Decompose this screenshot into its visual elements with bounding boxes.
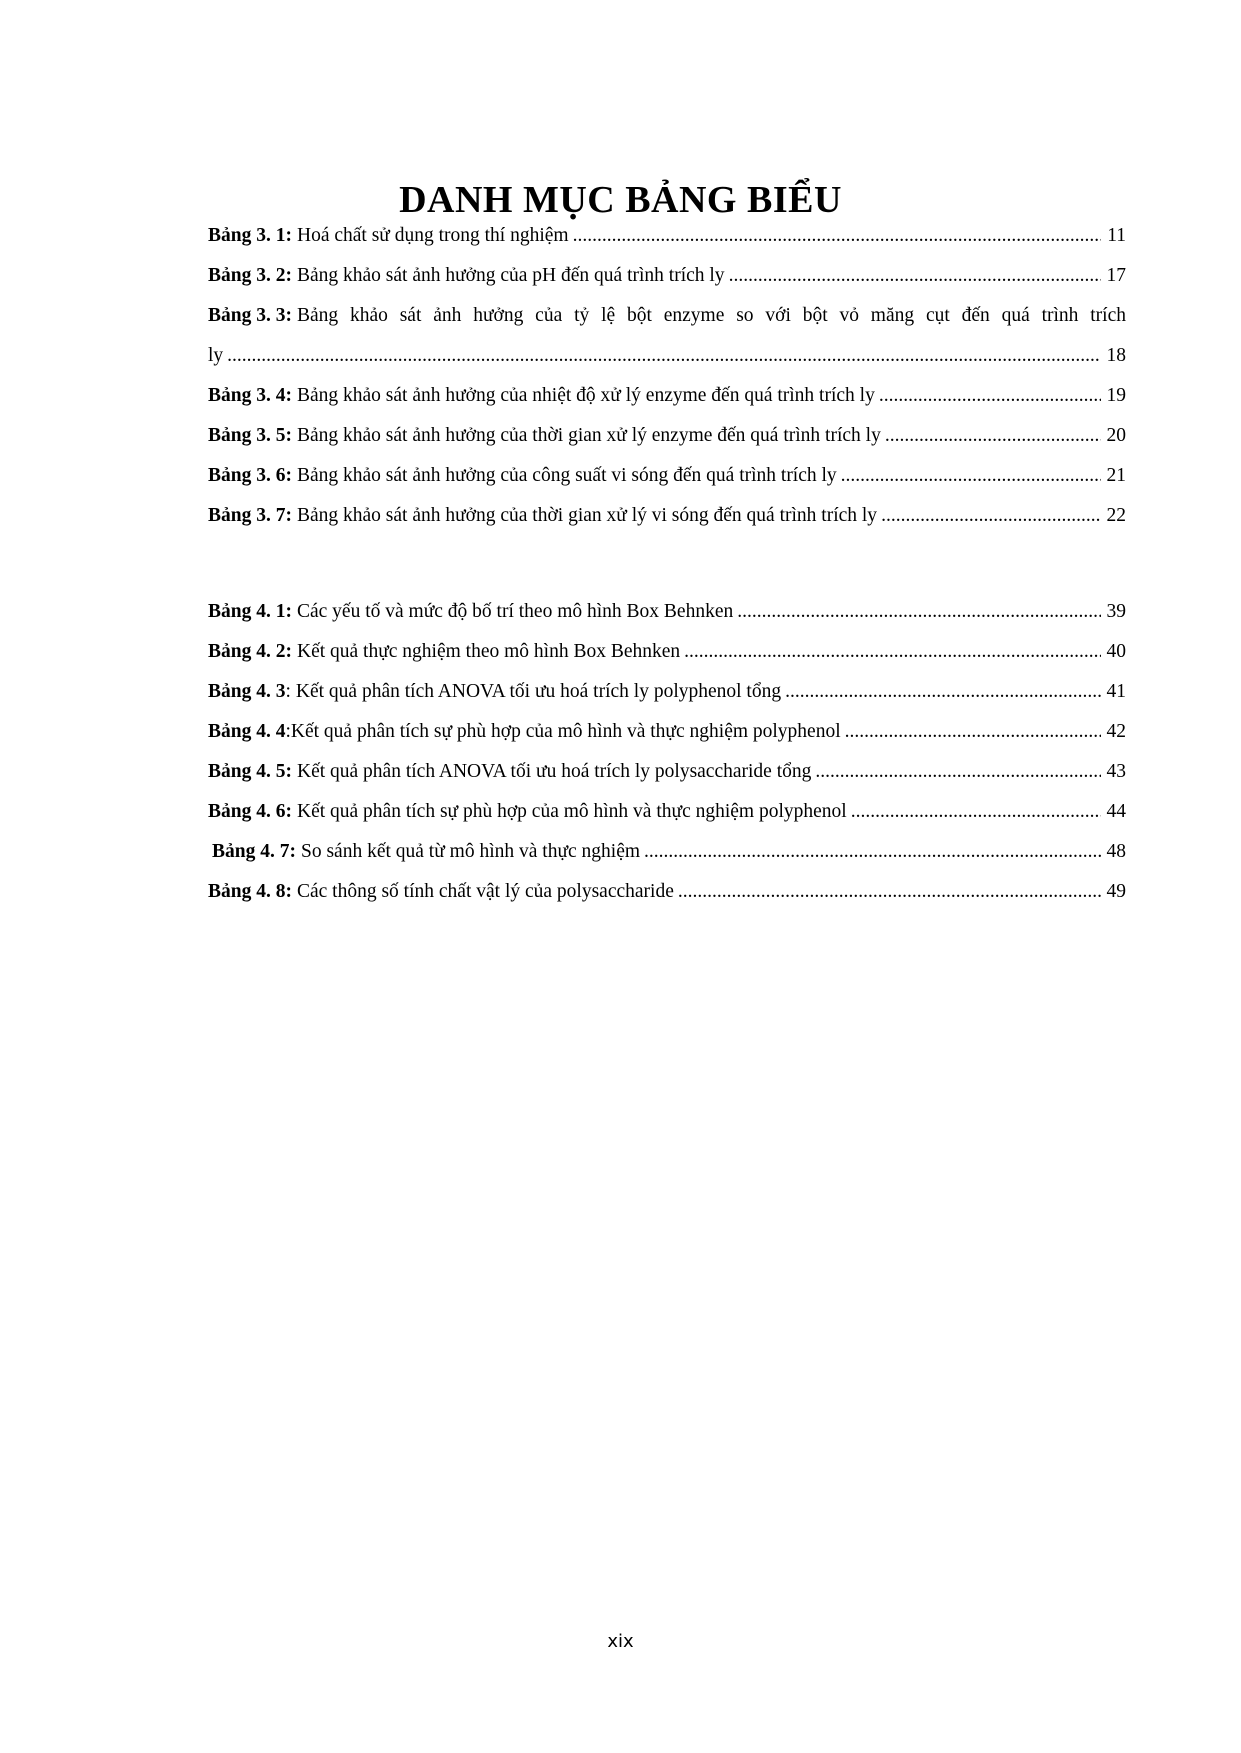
entry-label: Bảng 3. 6: [208,465,292,486]
entry-text: Bảng khảo sát ảnh hưởng của pH đến quá trình trích ly [296,265,725,286]
entry-page: 19 [1106,385,1126,406]
entry-page: 49 [1106,881,1126,902]
entry-label: Bảng 3. 7: [208,505,292,526]
toc-entry[interactable] [208,632,1126,672]
entry-text: Hoá chất sử dụng trong thí nghiệm [296,225,569,246]
entry-label: Bảng 4. 1: [208,601,292,622]
entry-page: 18 [1106,345,1126,366]
entry-label: Bảng 4. 3 [208,681,286,702]
table-list-chapter-4 [208,592,1126,912]
entry-label: Bảng 4. 8: [208,881,292,902]
toc-entry[interactable] [208,256,1126,296]
entry-text: Bảng khảo sát ảnh hưởng của nhiệt độ xử lý enzyme đến quá trình trích ly [296,385,875,406]
entry-page: 11 [1107,225,1126,246]
entry-page: 41 [1106,681,1126,702]
entry-text: Bảng khảo sát ảnh hưởng của tỷ lệ bột enzyme so với bột vỏ măng cụt đến quá trình trích [296,305,1126,326]
page-number: xix [607,1631,634,1652]
entry-label: Bảng 3. 4: [208,385,292,406]
toc-entry-multiline[interactable] [208,296,1126,376]
dot-leader [223,336,1100,376]
entry-text: Kết quả phân tích sự phù hợp của mô hình và thực nghiệm polyphenol [296,801,847,822]
dot-leader [875,376,1101,416]
entry-text: Kết quả phân tích ANOVA tối ưu hoá trích ly polysaccharide tổng [296,761,812,782]
dot-leader [674,872,1101,912]
entry-separator: : [285,721,291,742]
dot-leader [881,416,1101,456]
toc-entry[interactable] [208,752,1126,792]
entry-label: Bảng 3. 1: [208,225,292,246]
dot-leader [837,456,1101,496]
entry-text: So sánh kết quả từ mô hình và thực nghiệm [300,841,641,862]
toc-entry[interactable] [208,592,1126,632]
entry-page: 17 [1106,265,1126,286]
entry-label: Bảng 3. 2: [208,265,292,286]
dot-leader [847,792,1101,832]
dot-leader [811,752,1100,792]
entry-text: Kết quả phân tích sự phù hợp của mô hình và thực nghiệm polyphenol [290,721,841,742]
entry-text: Kết quả phân tích ANOVA tối ưu hoá trích ly polyphenol tổng [295,681,782,702]
entry-text: Bảng khảo sát ảnh hưởng của công suất vi sóng đến quá trình trích ly [296,465,837,486]
toc-entry[interactable] [208,832,1126,872]
entry-page: 43 [1106,761,1126,782]
toc-entry[interactable] [208,416,1126,456]
entry-label: Bảng 3. 3: [208,305,292,326]
entry-label: Bảng 4. 4 [208,721,286,742]
entry-page: 44 [1106,801,1126,822]
entry-label: Bảng 4. 5: [208,761,292,782]
entry-text: Bảng khảo sát ảnh hưởng của thời gian xử lý enzyme đến quá trình trích ly [296,425,881,446]
entry-label: Bảng 3. 5: [208,425,292,446]
toc-entry[interactable] [208,376,1126,416]
toc-entry[interactable] [208,496,1126,536]
dot-leader [680,632,1100,672]
dot-leader [841,712,1101,752]
entry-text: Các thông số tính chất vật lý của polysaccharide [296,881,674,902]
toc-entry[interactable] [208,456,1126,496]
entry-page: 48 [1106,841,1126,862]
toc-entry-first-line [208,296,1126,336]
entry-label: Bảng 4. 7: [212,841,296,862]
dot-leader [569,216,1102,256]
entry-text: Bảng khảo sát ảnh hưởng của thời gian xử lý vi sóng đến quá trình trích ly [296,505,878,526]
table-list-chapter-3 [208,216,1126,536]
entry-page: 20 [1106,425,1126,446]
toc-entry[interactable] [208,872,1126,912]
toc-entry[interactable] [208,216,1126,256]
entry-page: 22 [1106,505,1126,526]
page-title: DANH MỤC BẢNG BIỂU [399,179,842,221]
entry-page: 42 [1106,721,1126,742]
entry-text: Kết quả thực nghiệm theo mô hình Box Behnken [296,641,681,662]
dot-leader [725,256,1101,296]
entry-separator: : [285,681,291,702]
dot-leader [640,832,1100,872]
entry-text: Các yếu tố và mức độ bố trí theo mô hình Box Behnken [296,601,734,622]
toc-entry-continuation [208,336,1126,376]
toc-entry[interactable] [208,672,1126,712]
entry-page: 39 [1106,601,1126,622]
entry-label: Bảng 4. 2: [208,641,292,662]
entry-label: Bảng 4. 6: [208,801,292,822]
dot-leader [733,592,1100,632]
toc-entry[interactable] [208,712,1126,752]
dot-leader [781,672,1100,712]
entry-text-continued: ly [208,345,224,366]
toc-entry[interactable] [208,792,1126,832]
dot-leader [877,496,1100,536]
entry-page: 21 [1106,465,1126,486]
entry-page: 40 [1106,641,1126,662]
